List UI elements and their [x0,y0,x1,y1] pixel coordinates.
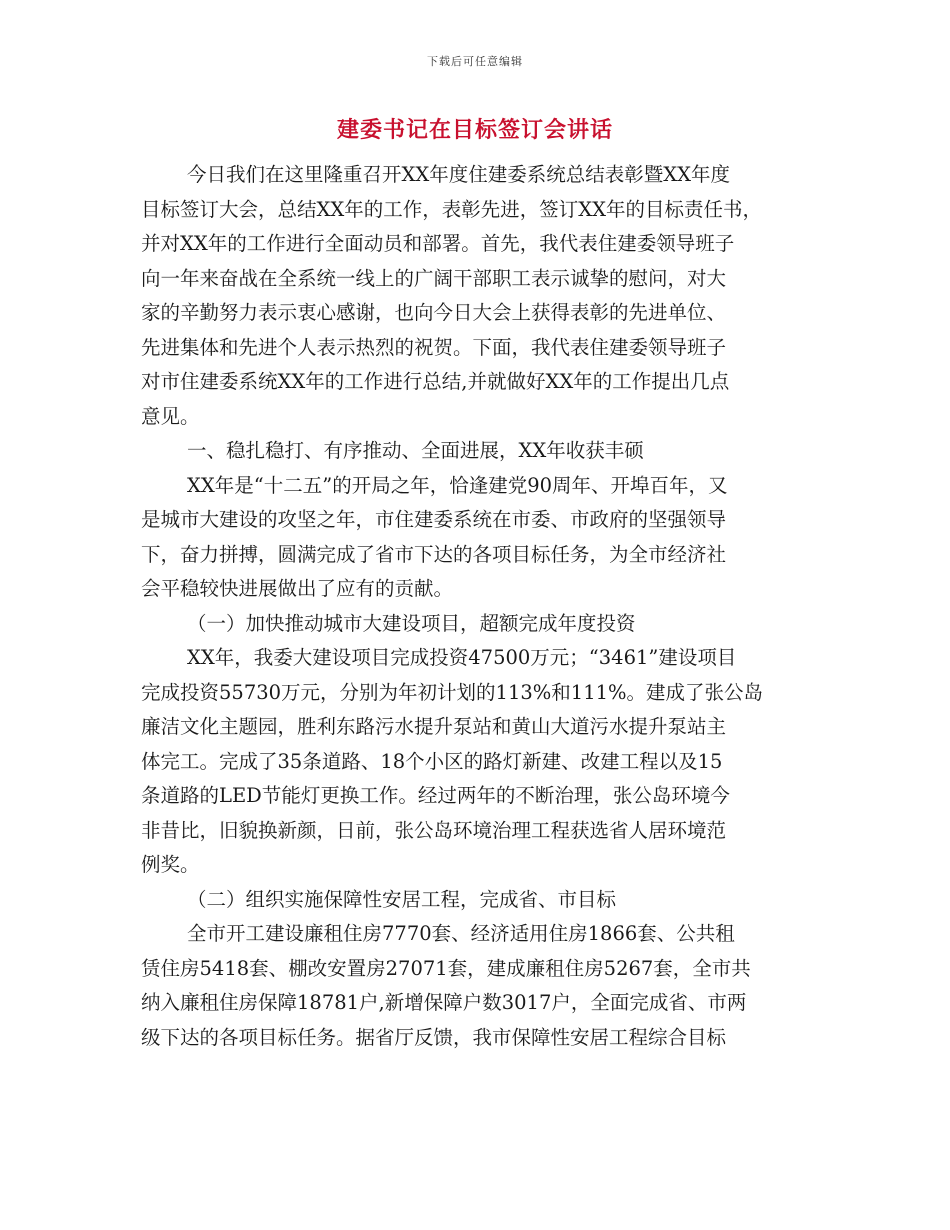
body-line: 向一年来奋战在全系统一线上的广阔干部职工表示诚挚的慰问，对大 [141,266,727,290]
subsection-heading: （一）加快推动城市大建设项目，超额完成年度投资 [187,611,636,635]
page-header-note: 下载后可任意编辑 [427,55,523,68]
section-heading: 一、稳扎稳打、有序推动、全面进展，XX年收获丰硕 [187,439,644,462]
body-line: 家的辛勤努力表示衷心感谢，也向今日大会上获得表彰的先进单位、 [141,301,727,324]
subsection-heading: （二）组织实施保障性安居工程，完成省、市目标 [187,887,617,911]
body-line: 级下达的各项目标任务。据省厅反馈，我市保障性安居工程综合目标 [141,1025,727,1049]
body-line: 目标签订大会，总结XX年的工作，表彰先进，签订XX年的目标责任书， [141,197,763,221]
body-line: 纳入廉租住房保障18781户,新增保障户数3017户，全面完成省、市两 [141,991,747,1014]
body-line: 今日我们在这里隆重召开XX年度住建委系统总结表彰暨XX年度 [187,163,731,186]
body-line: 全市开工建设廉租住房7770套、经济适用住房1866套、公共租 [187,922,735,945]
body-line: 并对XX年的工作进行全面动员和部署。首先，我代表住建委领导班子 [141,232,735,255]
body-line: 下，奋力拼搏，圆满完成了省市下达的各项目标任务，为全市经济社 [141,542,727,566]
body-line: 赁住房5418套、棚改安置房27071套，建成廉租住房5267套，全市共 [141,956,751,980]
body-line: 先进集体和先进个人表示热烈的祝贺。下面，我代表住建委领导班子 [141,335,727,359]
document-body [141,158,819,1055]
body-line: XX年，我委大建设项目完成投资47500万元；“3461”建设项目 [187,646,737,669]
body-line: 意见。 [141,404,200,428]
body-line: 例奖。 [141,853,200,876]
body-line: 会平稳较快进展做出了应有的贡献。 [141,577,454,600]
body-line: 体完工。完成了35条道路、18个小区的路灯新建、改建工程以及15 [141,749,723,773]
body-line: 完成投资55730万元，分别为年初计划的113%和111%。建成了张公岛 [141,680,764,704]
body-line: 条道路的LED节能灯更换工作。经过两年的不断治理，张公岛环境今 [141,784,730,807]
body-line: XX年是“十二五”的开局之年，恰逢建党90周年、开埠百年，又 [187,473,728,497]
body-line: 非昔比，旧貌换新颜，日前，张公岛环境治理工程获选省人居环境范 [141,818,727,842]
body-line: 对市住建委系统XX年的工作进行总结,并就做好XX年的工作提出几点 [141,370,730,393]
body-line: 是城市大建设的攻坚之年，市住建委系统在市委、市政府的坚强领导 [141,508,727,531]
document-title: 建委书记在目标签订会讲话 [336,117,613,143]
body-line: 廉洁文化主题园，胜利东路污水提升泵站和黄山大道污水提升泵站主 [141,715,727,738]
